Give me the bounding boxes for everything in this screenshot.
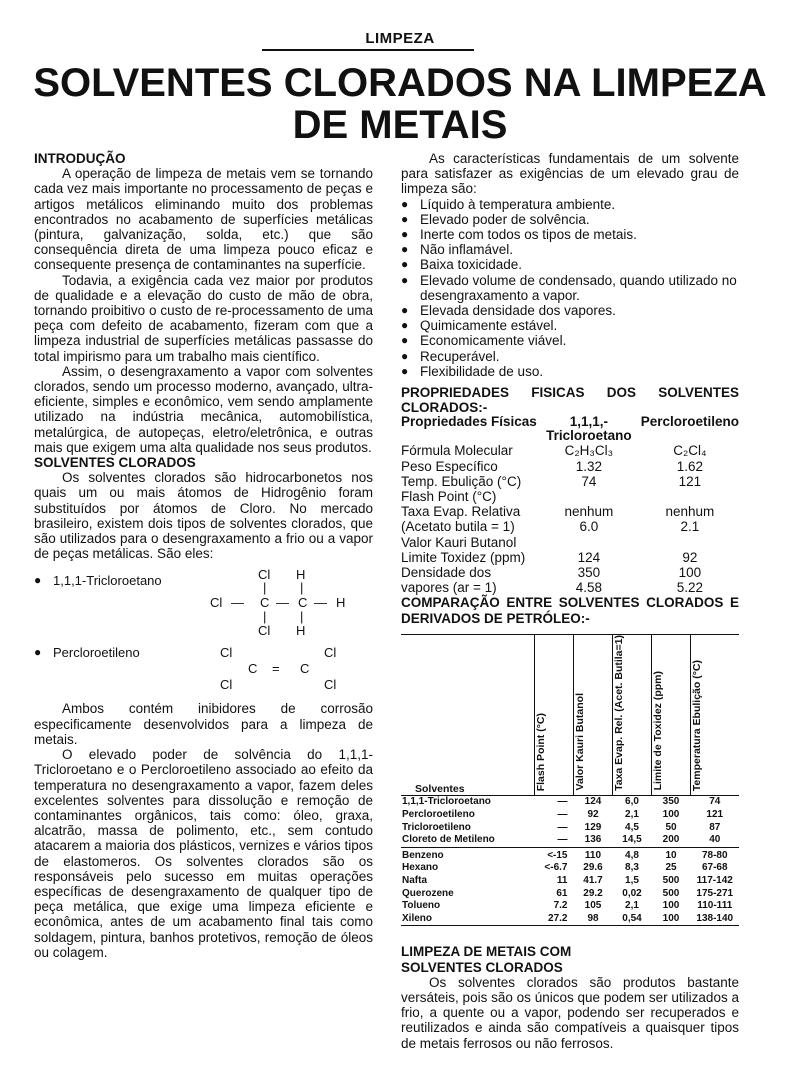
table-row [401, 474, 739, 489]
props-header-cell: Propriedades Físicas [401, 414, 537, 430]
table-cell: 4,8 [613, 847, 652, 862]
table-cell [641, 489, 739, 504]
table-cell: 2.1 [680, 519, 700, 535]
properties-table [401, 415, 739, 595]
table-cell: 200 [662, 834, 680, 846]
right-column [401, 151, 739, 1051]
table-cell: Querozene [402, 887, 454, 899]
table-row [401, 580, 739, 595]
table-cell: 2,1 [625, 900, 639, 912]
table-row [401, 822, 739, 835]
bond-vertical: | [263, 609, 267, 625]
comp-header-cell: Limite de Toxidez (ppm) [652, 634, 691, 796]
comparison-heading: COMPARAÇÃO ENTRE SOLVENTES CLORADOS E DERIVADOS DE PETRÓLEO:- [401, 595, 739, 626]
table-row [401, 862, 739, 875]
table-cell: <-6.7 [544, 862, 568, 874]
props-header-cell: 1,1,1,-Tricloroetano [546, 414, 632, 444]
table-cell: 78-80 [691, 847, 740, 862]
comp-header-cell: Taxa Evap. Rel. (Acet. Butila=1) [613, 634, 652, 796]
title-line-2: DE METAIS [292, 103, 508, 147]
table-cell: Temp. Ebulição (°C) [401, 473, 522, 489]
atom-c: C [298, 595, 308, 611]
table-cell: 1.32 [575, 458, 603, 474]
table-cell: 1,5 [625, 874, 639, 886]
table-row [401, 489, 739, 504]
table-cell: Taxa Evap. Relativa [401, 504, 521, 520]
comparison-table [401, 634, 739, 926]
table-cell: 121 [678, 473, 702, 489]
list-item: ● Recuperável. [401, 349, 739, 364]
table-cell: 136 [584, 834, 602, 846]
bond-double: = [272, 661, 280, 677]
atom-c: C [248, 661, 258, 677]
atom-cl: Cl [220, 645, 233, 661]
table-row [401, 796, 739, 809]
atom-cl: Cl [258, 623, 271, 639]
table-cell: 8,3 [625, 862, 639, 874]
intro-paragraph-3: Assim, o desengraxamento a vapor com solventes clorados, sendo um processo moderno, avançado, ultra-eficiente, simples e econômico, vem sendo amplamente utilizado na indústria mecânica, automobilística, metalúrgica, de autopeças, eletro/eletrônica, e outras mais que exigem uma alta qualidade nos seus produtos. [34, 363, 373, 455]
table-cell: Fórmula Molecular [401, 443, 513, 459]
table-cell: 40 [709, 834, 721, 846]
table-row [401, 459, 739, 474]
limpeza-paragraph: Os solventes clorados são produtos bastante versáteis, pois são os únicos que podem ser utilizados a frio, a quente ou a vapor, podendo ser recuperados e reutilizados e ainda são compatíveis a quaisquer tipos de metais ferrosos ou não ferrosos. [401, 974, 739, 1051]
table-cell: 500 [662, 874, 680, 886]
table-row [401, 888, 739, 901]
table-cell: Xileno [402, 912, 433, 924]
table-cell: 350 [577, 565, 601, 581]
atom-c: C [260, 595, 270, 611]
list-item: ● Não inflamável. [401, 242, 739, 257]
table-cell [537, 489, 641, 504]
solventes-heading: SOLVENTES CLORADOS [34, 455, 196, 471]
table-cell: 100 [662, 912, 680, 924]
table-row [401, 565, 739, 580]
table-cell: 5.22 [676, 580, 703, 596]
bond-vertical: | [300, 609, 304, 625]
table-row [401, 519, 739, 534]
table-row [401, 834, 739, 847]
table-cell: 350 [662, 796, 680, 808]
section-header: LIMPEZA [365, 30, 435, 47]
table-cell: Valor Kauri Butanol [401, 534, 517, 550]
table-cell: 1.62 [676, 458, 703, 474]
table-row [401, 913, 739, 926]
table-cell: 11 [556, 874, 568, 886]
atom-h: H [296, 567, 306, 583]
table-cell: <-15 [535, 847, 574, 862]
table-cell: 27.2 [548, 912, 568, 924]
bond-single: — [231, 595, 244, 611]
table-cell: 41.7 [583, 874, 603, 886]
list-item: ● Baixa toxicidade. [401, 257, 739, 272]
table-row [401, 847, 739, 862]
table-cell: — [557, 821, 568, 833]
table-cell: Benzeno [401, 847, 535, 862]
table-cell: 0,54 [622, 912, 642, 924]
table-row [401, 809, 739, 822]
atom-cl: Cl [324, 645, 337, 661]
atom-cl: Cl [324, 677, 337, 693]
table-cell: 100 [678, 565, 702, 581]
table-cell: 6,0 [625, 796, 639, 808]
table-row [401, 900, 739, 913]
atom-cl: Cl [210, 595, 223, 611]
table-cell: Limite Toxidez (ppm) [401, 549, 526, 565]
table-cell: 25 [665, 862, 677, 874]
characteristics-intro: As características fundamentais de um solvente para satisfazer as exigências de um elevado grau de limpeza são: [401, 151, 739, 197]
table-cell [537, 535, 641, 550]
table-cell: 92 [682, 549, 698, 565]
list-item: ● Flexibilidade de uso. [401, 364, 739, 379]
compound-1-name: ● 1,1,1-Tricloroetano [34, 573, 162, 588]
table-cell: Densidade dos [401, 565, 492, 581]
table-cell: Tricloroetileno [402, 821, 471, 833]
table-cell: 50 [665, 821, 677, 833]
percloroetileno-structure [34, 641, 373, 701]
table-cell: 29.2 [583, 887, 603, 899]
compound-2-name: ● Percloroetileno [34, 645, 140, 660]
table-cell: 87 [709, 821, 721, 833]
props-header-cell: Percloroetileno [640, 414, 739, 430]
atom-h: H [336, 595, 346, 611]
article-title [0, 62, 800, 146]
intro-heading: INTRODUÇÃO [34, 151, 126, 166]
solvency-paragraph: O elevado poder de solvência do 1,1,1-Tricloroetano e o Percloroetileno associado ao efeito da temperatura no desengraxamento a vapor, fazem deles excelentes solventes para dissolução e remoção de contaminantes orgânicos, tais como: óleo, graxa, alcatrão, massa de polimento, etc., sem contudo atacarem a maioria dos plásticos, vernizes e vários tipos de elastomeros. Os solventes clorados são os responsáveis pelo sucesso em muitas operações específicas de desengraxamento de qualquer tipo de peça metálica, que exige uma limpeza eficiente e econômica, antes de um acabamento final tais como soldagem, pintura, banhos protetivos, remoção de óleos ou colagem. [34, 747, 373, 960]
table-cell: nenhum [665, 504, 715, 520]
table-cell: 4.58 [575, 580, 603, 596]
section-rule [262, 49, 474, 51]
limpeza-heading-2: SOLVENTES CLORADOS [401, 959, 563, 975]
table-cell: 175-271 [696, 887, 734, 899]
table-cell: Hexano [402, 862, 439, 874]
list-item: ● Elevado poder de solvência. [401, 212, 739, 227]
table-cell: 67-68 [701, 862, 728, 874]
table-cell: Peso Específico [401, 458, 498, 474]
list-item: ● Economicamente viável. [401, 333, 739, 348]
table-row [401, 550, 739, 565]
bond-vertical: | [263, 580, 267, 596]
table-cell: C₂H₃Cl₃ [564, 443, 614, 459]
table-cell: 29.6 [583, 862, 603, 874]
table-cell: Percloroetileno [402, 808, 475, 820]
left-column [34, 151, 373, 960]
table-cell: Nafta [402, 874, 428, 886]
table-cell: C₂Cl₄ [673, 443, 707, 459]
table-cell: — [557, 796, 568, 808]
table-cell: 100 [662, 900, 680, 912]
table-row [401, 443, 739, 458]
table-cell: 14,5 [622, 834, 642, 846]
table-cell: (Acetato butila = 1) [401, 519, 515, 535]
table-cell: 7.2 [553, 900, 568, 912]
table-cell: nenhum [564, 504, 614, 520]
atom-cl: Cl [220, 677, 233, 693]
table-cell: 124 [584, 796, 602, 808]
table-cell: 61 [556, 887, 568, 899]
table-cell: 110 [574, 847, 613, 862]
bond-vertical: | [300, 580, 304, 596]
intro-paragraph-1: A operação de limpeza de metais vem se tornando cada vez mais importante no processamento de peças e artigos metálicos eliminando muito dos problemas encontrados no acabamento de superfícies metálicas (pintura, galvanização, solda, etc.) que são consequência direta de uma limpeza pouco eficaz e consequente presença de contaminantes na superfície. [34, 166, 373, 273]
intro-paragraph-2: Todavia, a exigência cada vez maior por produtos de qualidade e a elevação do custo de mão de obra, tornando proibitivo o custo de re-processamento de uma peça com defeito de acabamento, fizeram com que a limpeza industrial de superfícies metálicas passasse do total impirismo para um trabalho mais científico. [34, 272, 373, 364]
table-cell: — [557, 808, 568, 820]
comp-header-cell: Temperatura Ebulição (°C) [691, 634, 740, 796]
table-row [401, 535, 739, 550]
solventes-paragraph: Os solventes clorados são hidrocarbonetos nos quais um ou mais átomos de Hidrogênio foram substituídos por átomos de Cloro. No mercado brasileiro, existem dois tipos de solventes clorados, que são utilizados para o desengraxamento a frio ou a vapor de peças metálicas. São eles: [34, 470, 373, 562]
list-item: ● Elevado volume de condensado, quando utilizado no desengraxamento a vapor. [401, 273, 739, 303]
comp-header-cell: Flash Point (°C) [535, 634, 574, 796]
table-cell: Cloreto de Metileno [402, 834, 495, 846]
table-cell: 0,02 [622, 887, 642, 899]
table-cell: 74 [581, 473, 597, 489]
inhibitors-paragraph: Ambos contém inibidores de corrosão especificamente desenvolvidos para a limpeza de metais. [34, 701, 373, 747]
table-cell: vapores (ar = 1) [401, 580, 497, 596]
table-cell: 117-142 [696, 874, 733, 886]
atom-h: H [296, 623, 306, 639]
properties-heading: PROPRIEDADES FISICAS DOS SOLVENTES CLORADOS:- [401, 385, 739, 416]
table-cell: 124 [577, 549, 601, 565]
list-item: ● Líquido à temperatura ambiente. [401, 197, 739, 212]
table-cell: 2,1 [625, 808, 639, 820]
table-cell: 74 [709, 796, 721, 808]
list-item: ● Elevada densidade dos vapores. [401, 303, 739, 318]
table-cell: 110-111 [697, 900, 733, 912]
bond-single: — [314, 595, 327, 611]
table-cell: 129 [584, 821, 602, 833]
limpeza-heading-1: LIMPEZA DE METAIS COM [401, 944, 572, 960]
comp-header-solventes: Solventes [415, 782, 465, 795]
table-cell: Flash Point (°C) [401, 489, 497, 505]
table-row [401, 504, 739, 519]
list-item: ● Quimicamente estável. [401, 318, 739, 333]
title-line-1: SOLVENTES CLORADOS NA LIMPEZA [33, 61, 767, 105]
table-cell: 98 [587, 912, 599, 924]
comp-header-cell: Valor Kauri Butanol [574, 634, 613, 796]
table-row [401, 875, 739, 888]
table-cell: 6.0 [579, 519, 599, 535]
table-cell: Tolueno [402, 900, 441, 912]
table-cell: — [557, 834, 568, 846]
list-item: ● Inerte com todos os tipos de metais. [401, 227, 739, 242]
bond-single: — [276, 595, 289, 611]
table-cell: 105 [584, 900, 602, 912]
characteristics-list [401, 197, 739, 379]
table-cell: 500 [662, 887, 680, 899]
atom-cl: Cl [258, 567, 271, 583]
table-cell: 121 [706, 808, 724, 820]
table-cell: 4,5 [625, 821, 639, 833]
tricloroetano-structure [34, 567, 373, 641]
table-cell: 92 [587, 808, 599, 820]
atom-c: C [300, 661, 310, 677]
table-cell: 100 [662, 808, 680, 820]
table-cell: 1,1,1-Tricloroetano [402, 796, 491, 808]
table-cell: 138-140 [696, 912, 734, 924]
table-cell [641, 535, 739, 550]
table-cell: 10 [652, 847, 691, 862]
